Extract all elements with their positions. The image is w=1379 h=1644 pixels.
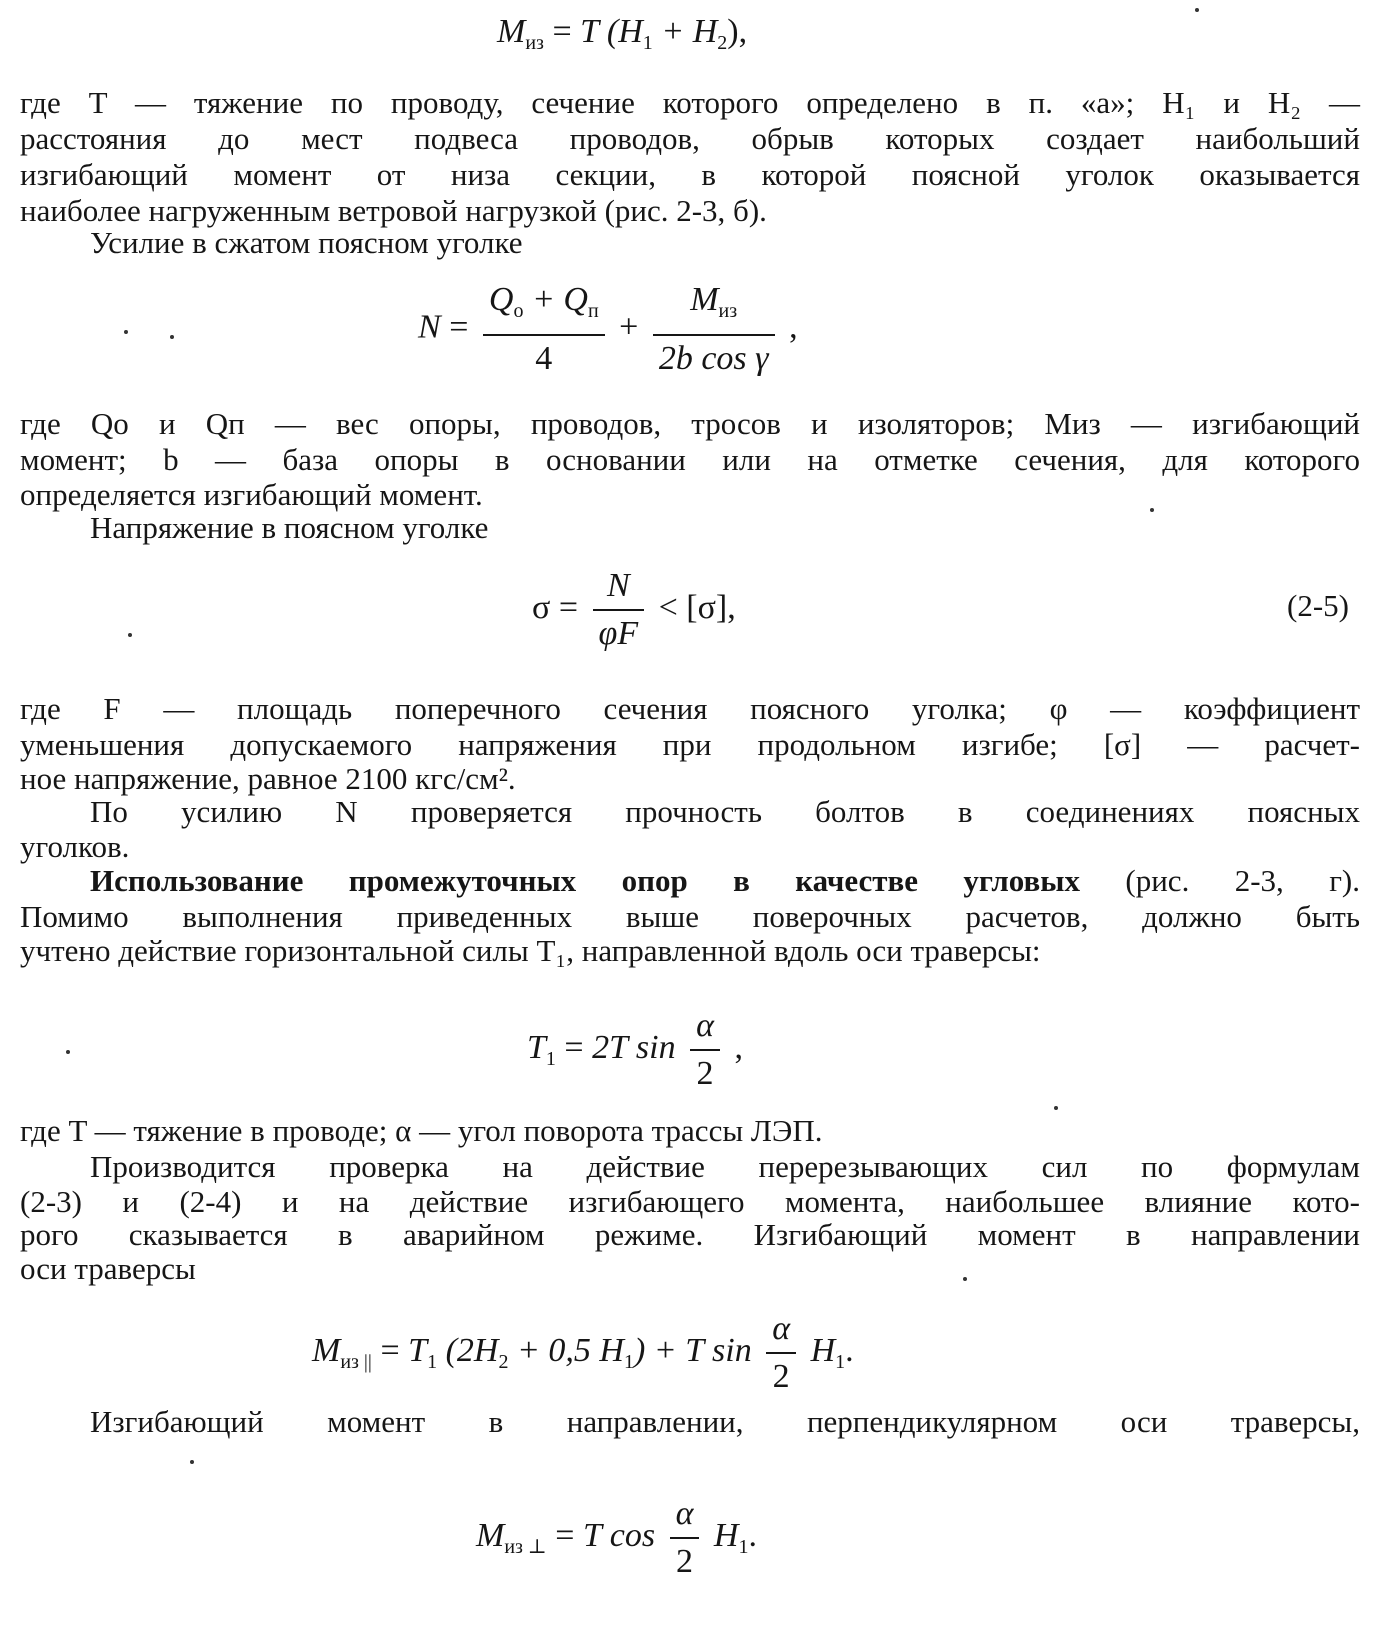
text-line: Изгибающий момент в направлении, перпендикулярном оси траверсы,	[90, 1404, 1360, 1439]
scan-speck	[170, 335, 174, 339]
text-line: Производится проверка на действие перерезывающих сил по формулам	[90, 1149, 1360, 1184]
text-line: расстояния до мест подвеса проводов, обрыв которых создает наибольший	[20, 121, 1360, 156]
text-line: Использование промежуточных опор в качестве угловых (рис. 2-3, г).	[90, 863, 1360, 898]
scan-speck	[128, 633, 132, 637]
text-line: где T — тяжение в проводе; α — угол поворота трассы ЛЭП.	[20, 1113, 823, 1148]
formula-axial-force: N = $\frac{Q_о + Q_п}{4}$ + $\frac{M_{из}}{\text{2b cos γ}}$ ,	[418, 281, 798, 377]
section-heading: Использование промежуточных опор в качестве угловых	[90, 863, 1080, 898]
text-line: По усилию N проверяется прочность болтов в соединениях поясных	[90, 794, 1360, 829]
text-line: уменьшения допускаемого напряжения при продольном изгибе; [σ] — расчет-	[20, 727, 1360, 762]
text-line: где F — площадь поперечного сечения поясного уголка; φ — коэффициент	[20, 691, 1360, 726]
text-line: Напряжение в поясном уголке	[90, 510, 489, 545]
scan-speck	[190, 1460, 194, 1464]
formula-stress: σ = $\frac{N}{\varphi F}$ < [σ],	[532, 567, 736, 652]
scan-speck	[124, 330, 128, 334]
equation-number: (2-5)	[1287, 588, 1349, 623]
fraction: $\frac{\alpha}{2}$	[670, 1494, 700, 1582]
fraction: $\frac{M_{из}}{\text{2b cos γ}}$	[653, 280, 775, 379]
scan-speck	[1054, 1106, 1058, 1110]
text-line: Усилие в сжатом поясном уголке	[90, 225, 523, 260]
formula-horizontal-force: $T_1 = 2T$ sin $\frac{\alpha}{2}$ ,	[527, 1007, 743, 1092]
text-line: оси траверсы	[20, 1251, 196, 1286]
fraction: $\frac{\alpha}{2}$	[690, 1006, 720, 1094]
text-line: изгибающий момент от низа секции, в которой поясной уголок оказывается	[20, 157, 1360, 192]
formula-moment-parallel: $M_{из ||} = T_1$ ($2H_2 + 0,5$ $H_1) + T$ sin $\frac{\alpha}{2}$ $H_1$.	[312, 1310, 854, 1395]
text-line: момент; b — база опоры в основании или на отметке сечения, для которого	[20, 442, 1360, 477]
formula-moment-perpendicular: $M_{из \perp} = T$ cos $\frac{\alpha}{2}$ $H_1$.	[476, 1495, 757, 1580]
scan-speck	[1150, 508, 1154, 512]
text-line: рого сказывается в аварийном режиме. Изгибающий момент в направлении	[20, 1217, 1360, 1252]
scan-speck	[963, 1277, 967, 1281]
fraction: $\frac{Q_о + Q_п}{4}$	[483, 280, 605, 379]
scan-speck	[1195, 8, 1199, 12]
text-line: определяется изгибающий момент.	[20, 477, 483, 512]
text-line: где Qо и Qп — вес опоры, проводов, тросов и изоляторов; Mиз — изгибающий	[20, 406, 1360, 441]
text-line: (2-3) и (2-4) и на действие изгибающего момента, наибольшее влияние кото-	[20, 1184, 1360, 1219]
formula-bending-moment: $M_{из} = T$ $(H_1 + H_2)$,	[497, 13, 748, 54]
text-line: Помимо выполнения приведенных выше поверочных расчетов, должно быть	[20, 899, 1360, 934]
fraction: $\frac{N}{\varphi F}$	[593, 566, 645, 654]
text-line: уголков.	[20, 829, 130, 864]
text-line: учтено действие горизонтальной силы T₁, направленной вдоль оси траверсы:	[20, 933, 1041, 968]
text-line: наиболее нагруженным ветровой нагрузкой (рис. 2-3, б).	[20, 193, 767, 228]
fraction: $\frac{\alpha}{2}$	[766, 1309, 796, 1397]
text-line: где T — тяжение по проводу, сечение которого определено в п. «а»; H₁ и H₂ —	[20, 85, 1360, 120]
text-line: ное напряжение, равное 2100 кгс/см².	[20, 761, 516, 796]
scan-speck	[66, 1050, 70, 1054]
